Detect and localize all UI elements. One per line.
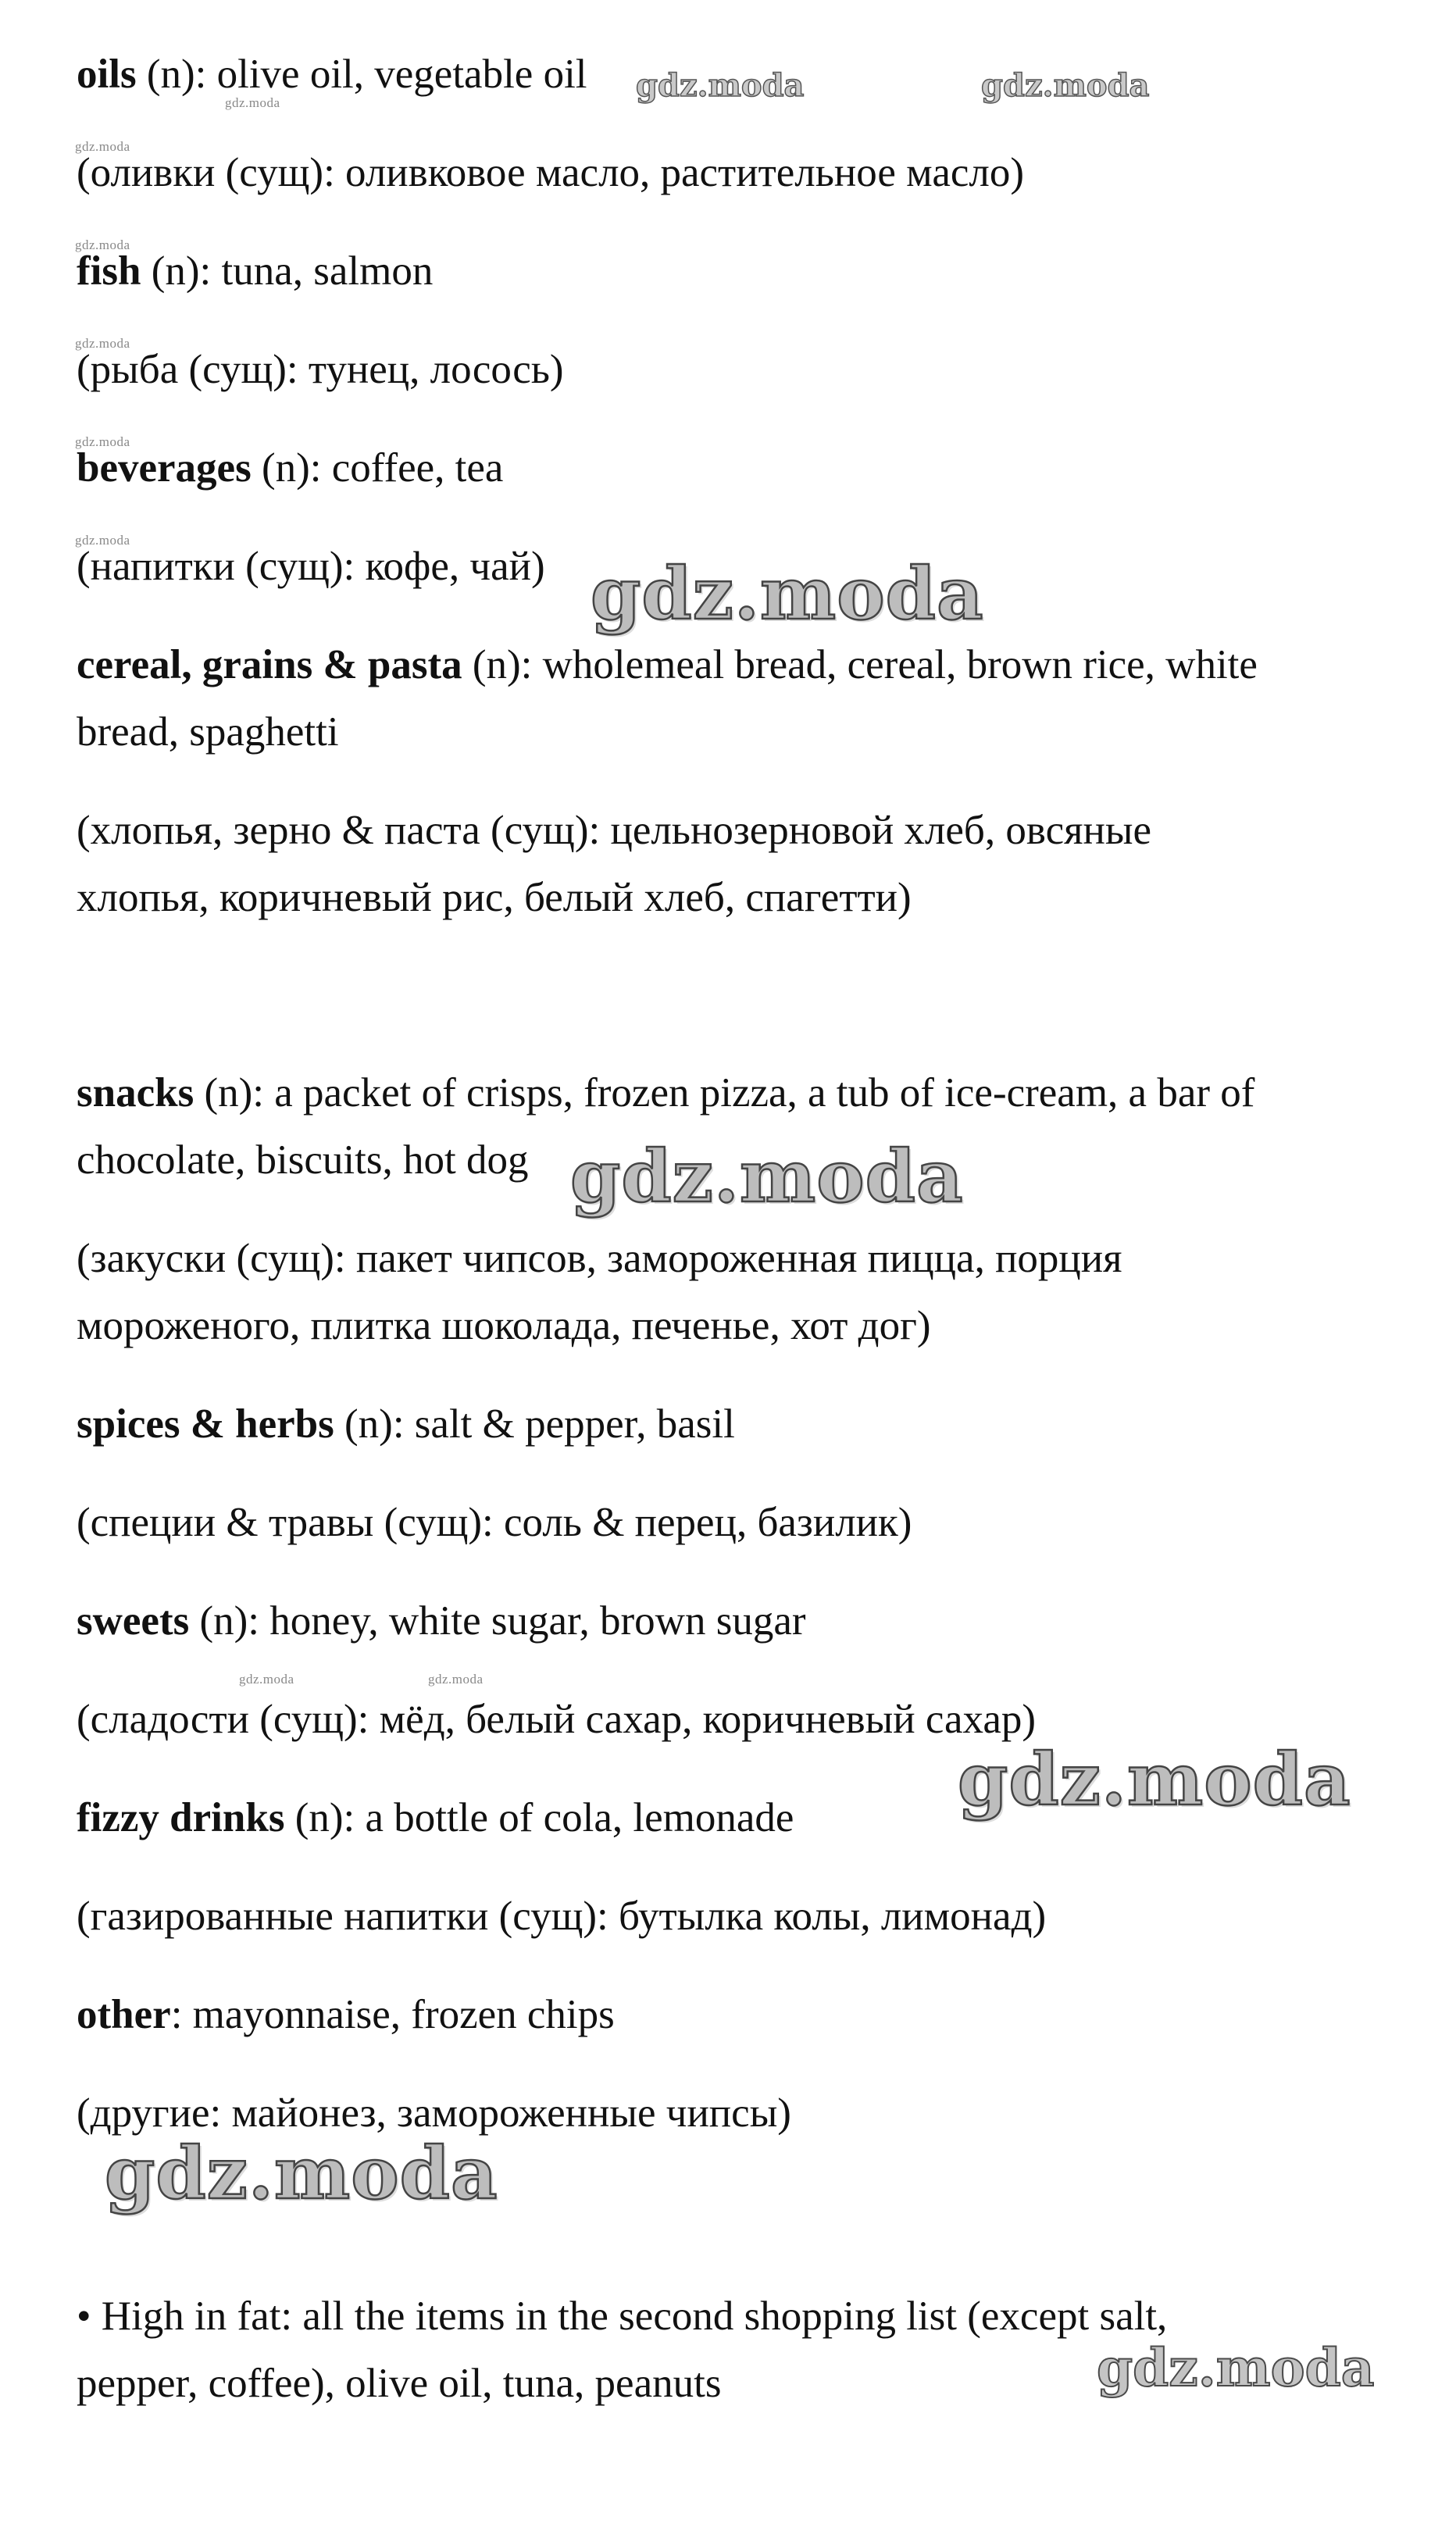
entry-spices bbox=[77, 1390, 735, 1458]
translation-cereal-cont: хлопья, коричневый рис, белый хлеб, спагетти) bbox=[77, 875, 912, 920]
entry-fizzy-drinks bbox=[77, 1784, 794, 1851]
watermark-large: gdz.moda bbox=[570, 1134, 964, 1219]
term-oils: oils bbox=[77, 52, 137, 97]
term-cereal: cereal, grains & pasta bbox=[77, 642, 462, 687]
translation-fish: (рыба (сущ): тунец, лосось) bbox=[77, 347, 564, 392]
watermark-small: gdz.moda bbox=[75, 533, 130, 548]
conclusion-line-1: • High in fat: all the items in the second shopping list (except salt, bbox=[77, 2294, 1168, 2339]
translation-other: (другие: майонез, замороженные чипсы) bbox=[77, 2090, 791, 2136]
entry-snacks bbox=[77, 1059, 1254, 1126]
watermark-small: gdz.moda bbox=[75, 139, 130, 154]
entry-spices-text: (n): salt & pepper, basil bbox=[334, 1401, 735, 1447]
watermark-small: gdz.moda bbox=[75, 237, 130, 252]
entry-snacks-text: (n): a packet of crisps, frozen pizza, a tub of ice-cream, a bar of bbox=[194, 1070, 1255, 1116]
translation-sweets: (сладости (сущ): мёд, белый сахар, коричневый сахар) bbox=[77, 1697, 1037, 1742]
watermark-large: gdz.moda bbox=[105, 2131, 498, 2215]
term-beverages: beverages bbox=[77, 445, 252, 491]
translation-oils: (оливки (сущ): оливковое масло, растительное масло) bbox=[77, 150, 1024, 195]
entry-cereal-text: (n): wholemeal bread, cereal, brown rice, white bbox=[462, 642, 1258, 687]
term-other: other bbox=[77, 1992, 171, 2037]
watermark-mid: gdz.moda bbox=[981, 67, 1150, 104]
term-spices: spices & herbs bbox=[77, 1401, 334, 1447]
term-sweets: sweets bbox=[77, 1598, 190, 1644]
watermark-large: gdz.moda bbox=[591, 552, 984, 636]
entry-cereal-cont: bread, spaghetti bbox=[77, 709, 339, 755]
term-snacks: snacks bbox=[77, 1070, 194, 1116]
entry-sweets bbox=[77, 1587, 806, 1655]
watermark-small: gdz.moda bbox=[75, 434, 130, 449]
translation-fizzy-drinks: (газированные напитки (сущ): бутылка колы, лимонад) bbox=[77, 1894, 1047, 1939]
watermark-small: gdz.moda bbox=[428, 1672, 484, 1687]
entry-snacks-cont: chocolate, biscuits, hot dog bbox=[77, 1137, 529, 1183]
entry-oils bbox=[77, 41, 587, 108]
translation-snacks: (закуски (сущ): пакет чипсов, замороженная пицца, порция bbox=[77, 1236, 1122, 1281]
term-fizzy-drinks: fizzy drinks bbox=[77, 1795, 285, 1840]
translation-beverages: (напитки (сущ): кофе, чай) bbox=[77, 544, 545, 589]
watermark-medium: gdz.moda bbox=[1097, 2337, 1375, 2398]
entry-beverages-text: (n): coffee, tea bbox=[251, 445, 504, 491]
term-fish: fish bbox=[77, 248, 141, 294]
entry-oils-text: (n): olive oil, vegetable oil bbox=[136, 52, 587, 97]
conclusion-line-2: pepper, coffee), olive oil, tuna, peanuts bbox=[77, 2361, 722, 2406]
entry-other-text: : mayonnaise, frozen chips bbox=[170, 1992, 615, 2037]
translation-snacks-cont: мороженого, плитка шоколада, печенье, хот дог) bbox=[77, 1303, 931, 1348]
watermark-small: gdz.moda bbox=[239, 1672, 294, 1687]
entry-cereal bbox=[77, 631, 1258, 698]
entry-other bbox=[77, 1981, 615, 2048]
watermark-small: gdz.moda bbox=[225, 95, 280, 110]
translation-spices: (специи & травы (сущ): соль & перец, базилик) bbox=[77, 1500, 912, 1545]
translation-cereal: (хлопья, зерно & паста (сущ): цельнозерновой хлеб, овсяные bbox=[77, 808, 1151, 853]
watermark-mid: gdz.moda bbox=[636, 67, 805, 104]
watermark-small: gdz.moda bbox=[75, 336, 130, 351]
watermark-large: gdz.moda bbox=[958, 1737, 1351, 1822]
entry-fish-text: (n): tuna, salmon bbox=[141, 248, 434, 294]
entry-beverages bbox=[77, 434, 503, 502]
entry-sweets-text: (n): honey, white sugar, brown sugar bbox=[189, 1598, 806, 1644]
entry-fizzy-drinks-text: (n): a bottle of cola, lemonade bbox=[284, 1795, 794, 1840]
